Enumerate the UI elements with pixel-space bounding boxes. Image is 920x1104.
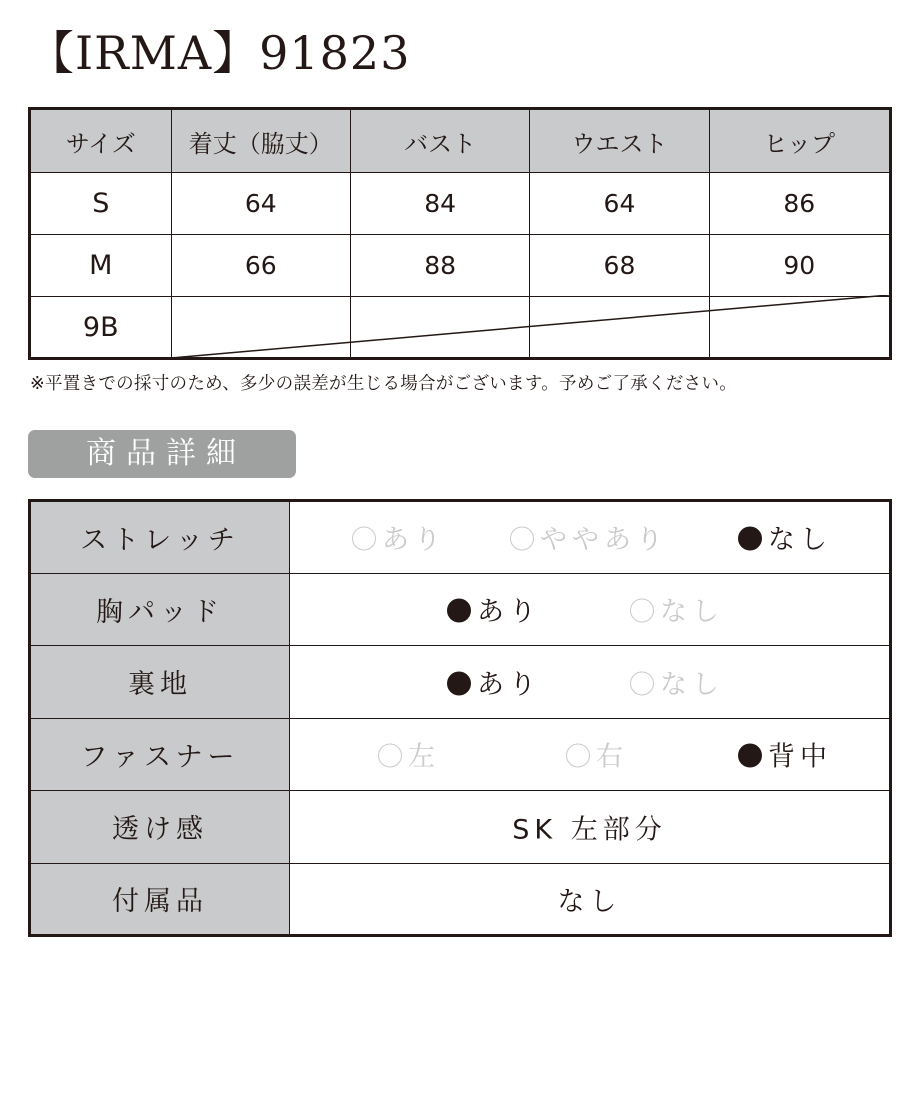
option-lining-no: なし xyxy=(630,662,724,701)
detail-label: 透け感 xyxy=(30,791,290,864)
hip-cell: 90 xyxy=(709,235,890,297)
detail-row-fastener xyxy=(30,718,891,791)
length-cell xyxy=(171,297,350,359)
size-cell: S xyxy=(30,173,172,235)
table-row xyxy=(30,235,891,297)
header-waist: ウエスト xyxy=(530,109,709,173)
detail-row-sheer xyxy=(30,791,891,864)
detail-label: 裏地 xyxy=(30,646,290,719)
size-table xyxy=(28,107,892,360)
option-fastener-left: 左 xyxy=(378,735,440,774)
circle-empty-icon xyxy=(352,527,376,551)
circle-filled-icon xyxy=(738,744,762,768)
header-bust: バスト xyxy=(350,109,529,173)
bust-cell: 84 xyxy=(350,173,529,235)
circle-empty-icon xyxy=(630,671,654,695)
circle-filled-icon xyxy=(738,527,762,551)
bust-cell: 88 xyxy=(350,235,529,297)
section-label: 商品詳細 xyxy=(28,430,296,478)
circle-empty-icon xyxy=(378,744,402,768)
waist-cell xyxy=(530,297,709,359)
detail-value xyxy=(290,718,891,791)
option-fastener-right: 右 xyxy=(566,735,628,774)
sheer-value: SK 左部分 xyxy=(512,814,667,846)
detail-label: 付属品 xyxy=(30,863,290,936)
detail-value xyxy=(290,791,891,864)
option-fastener-back: 背中 xyxy=(738,735,832,774)
detail-value xyxy=(290,646,891,719)
length-cell: 64 xyxy=(171,173,350,235)
detail-value xyxy=(290,863,891,936)
length-cell: 66 xyxy=(171,235,350,297)
bust-cell xyxy=(350,297,529,359)
option-pad-no: なし xyxy=(630,590,724,629)
measurement-note: ※平置きでの採寸のため、多少の誤差が生じる場合がございます。予めご了承ください。 xyxy=(30,374,738,394)
circle-empty-icon xyxy=(510,527,534,551)
waist-cell: 64 xyxy=(530,173,709,235)
option-stretch-yes: あり xyxy=(352,518,446,557)
details-table xyxy=(28,499,892,937)
size-cell: M xyxy=(30,235,172,297)
header-length: 着丈（脇丈） xyxy=(171,109,350,173)
header-hip: ヒップ xyxy=(709,109,890,173)
detail-row-stretch xyxy=(30,501,891,574)
detail-label: ストレッチ xyxy=(30,501,290,574)
hip-cell xyxy=(709,297,890,359)
hip-cell: 86 xyxy=(709,173,890,235)
circle-empty-icon xyxy=(566,744,590,768)
detail-label: 胸パッド xyxy=(30,573,290,646)
detail-value xyxy=(290,501,891,574)
waist-cell: 68 xyxy=(530,235,709,297)
product-title: 【IRMA】91823 xyxy=(28,26,411,80)
circle-empty-icon xyxy=(630,599,654,623)
option-pad-yes: あり xyxy=(447,590,541,629)
option-stretch-slight: ややあり xyxy=(510,518,668,557)
detail-label: ファスナー xyxy=(30,718,290,791)
detail-row-accessories xyxy=(30,863,891,936)
size-table-header xyxy=(30,109,891,173)
circle-filled-icon xyxy=(447,599,471,623)
header-size: サイズ xyxy=(30,109,172,173)
option-stretch-no: なし xyxy=(738,518,832,557)
detail-value xyxy=(290,573,891,646)
table-row xyxy=(30,173,891,235)
detail-row-chest-pad xyxy=(30,573,891,646)
table-row xyxy=(30,297,891,359)
detail-row-lining xyxy=(30,646,891,719)
circle-filled-icon xyxy=(447,671,471,695)
size-cell: 9B xyxy=(30,297,172,359)
accessories-value: なし xyxy=(557,886,622,918)
option-lining-yes: あり xyxy=(447,662,541,701)
